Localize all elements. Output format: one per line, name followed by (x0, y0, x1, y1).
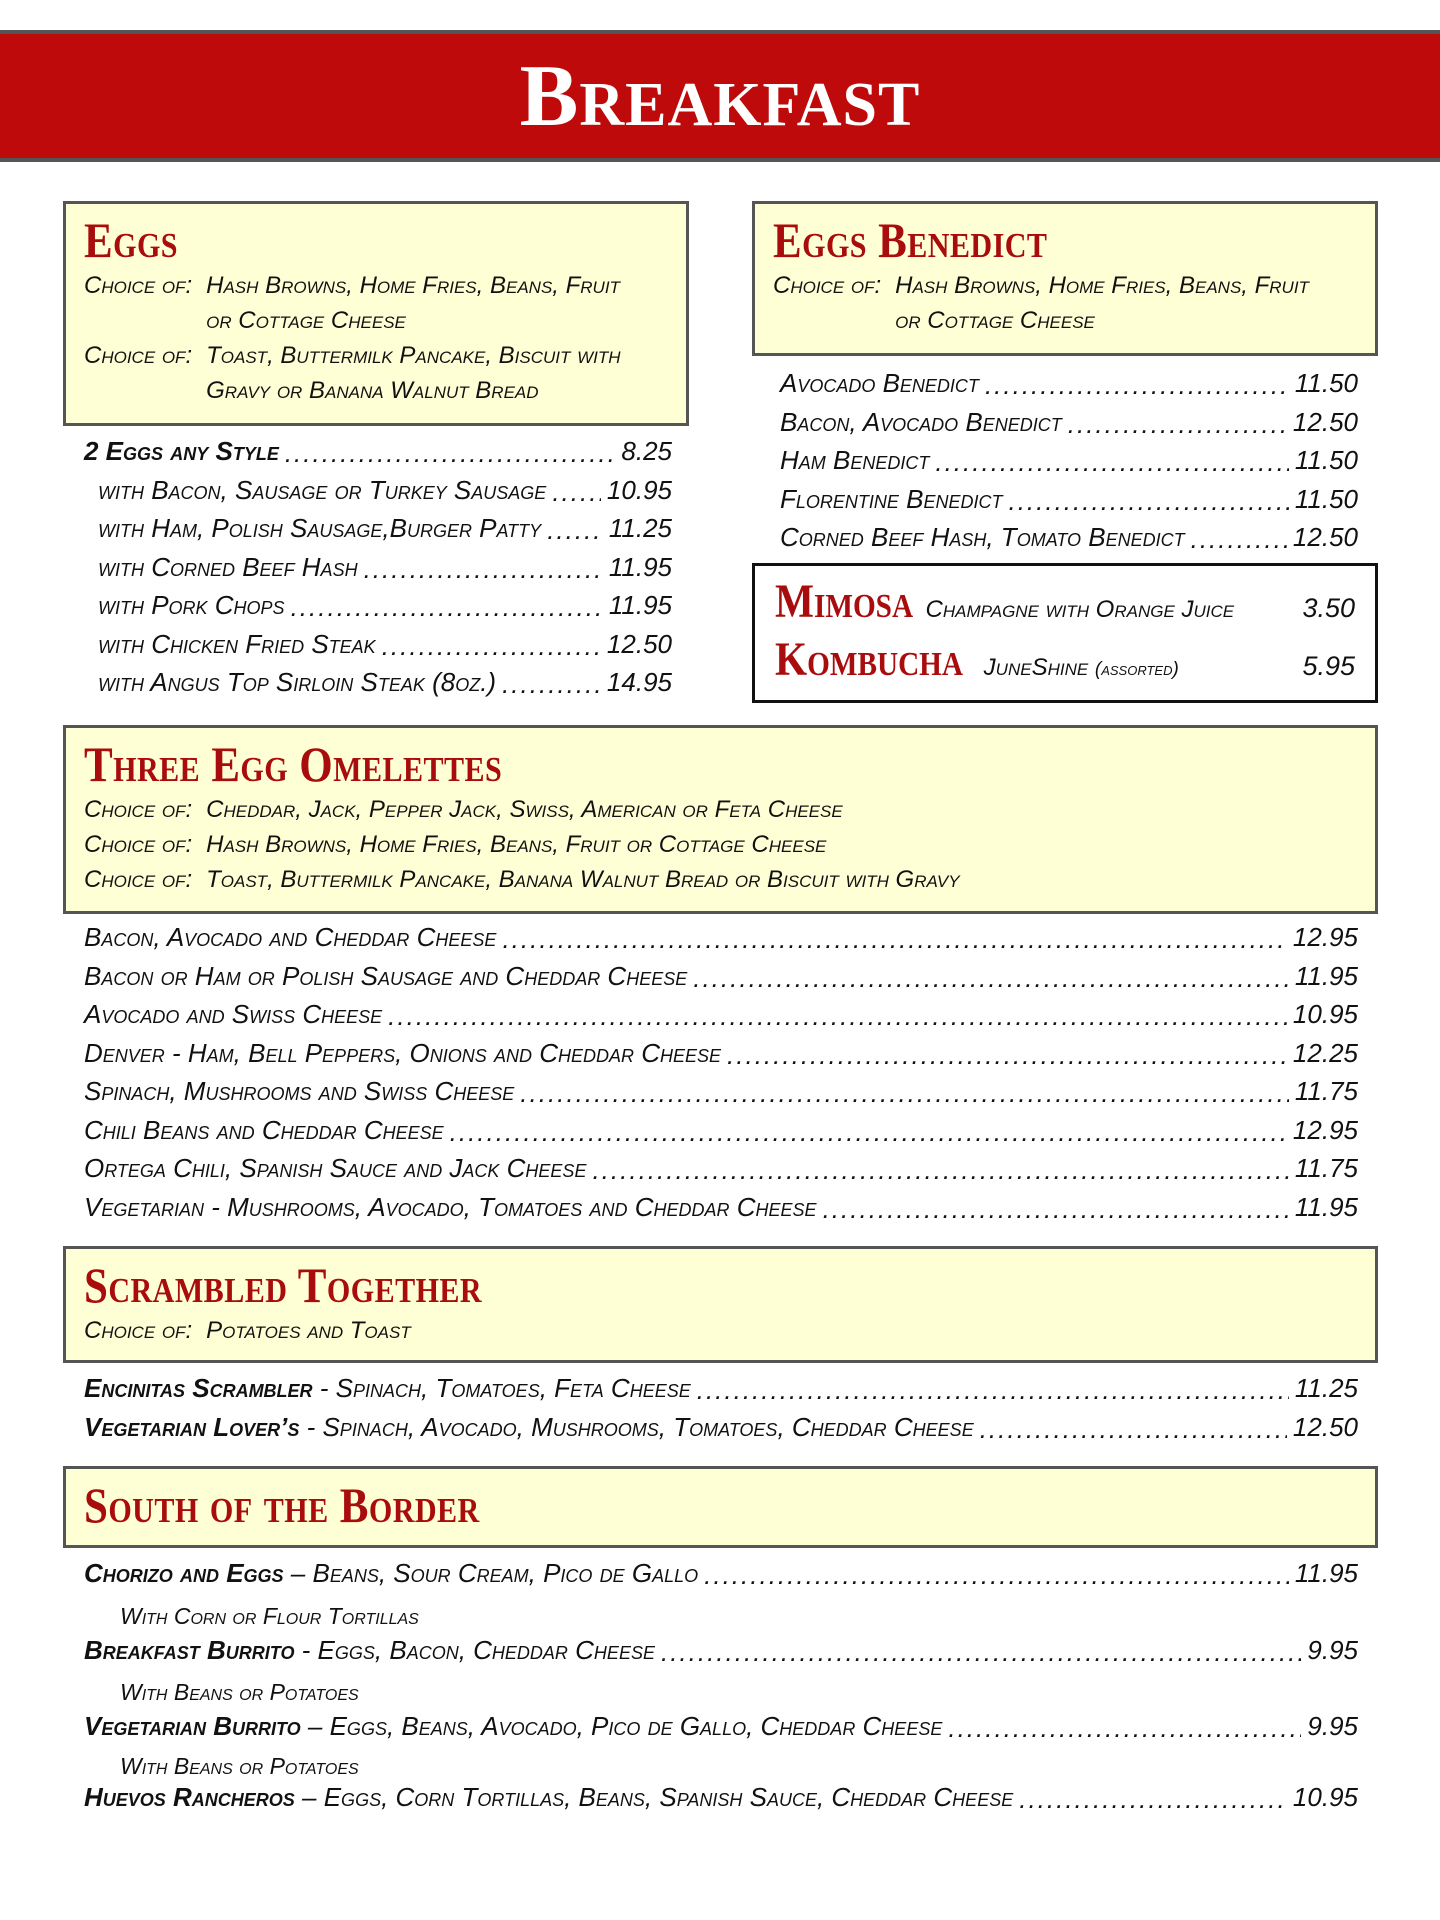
leader-dots (364, 554, 603, 580)
choice-label: Choice of: (84, 1317, 193, 1344)
eggs-item-list (84, 436, 672, 706)
choice-value: Cheddar, Jack, Pepper Jack, Swiss, American or Feta Cheese (206, 796, 843, 823)
leader-dots (661, 1637, 1301, 1663)
scrambled-header-box (63, 1246, 1378, 1363)
item-name: Avocado and Swiss Cheese (84, 999, 383, 1029)
item-price: 11.95 (1294, 960, 1358, 991)
drink-description (984, 654, 1303, 682)
item-name: Bacon, Avocado and Cheddar Cheese (84, 922, 497, 952)
item-name: Encinitas Scrambler (84, 1373, 313, 1403)
menu-banner (0, 30, 1440, 162)
drink-desc-text: JuneShine (983, 654, 1089, 681)
leader-dots (291, 592, 603, 618)
item-title (84, 1412, 974, 1443)
leader-dots (948, 1713, 1301, 1739)
benedict-title: Eggs Benedict (773, 212, 1048, 268)
item-name: Spinach, Mushrooms and Swiss Cheese (84, 1076, 515, 1106)
item-name: Chili Beans and Cheddar Cheese (84, 1114, 444, 1145)
menu-item (84, 922, 1358, 961)
leader-dots (727, 1040, 1287, 1066)
omelettes-choice-2 (84, 827, 1357, 862)
choice-label: Choice of: (84, 272, 193, 299)
leader-dots (1019, 1784, 1287, 1810)
leader-dots (450, 1117, 1287, 1143)
choice-value: Hash Browns, Home Fries, Beans, Fruit or Cottage Cheese (895, 272, 1309, 334)
drink-price: 5.95 (1302, 651, 1355, 681)
item-price: 14.95 (606, 667, 672, 697)
benedict-choice-1 (773, 268, 1357, 338)
drinks-box (752, 563, 1378, 703)
item-title (84, 1635, 655, 1666)
menu-item (84, 1038, 1358, 1077)
omelettes-header-box (63, 725, 1378, 914)
item-price: 12.50 (1292, 522, 1358, 552)
menu-item (84, 1782, 1358, 1821)
benedict-item-list (780, 368, 1358, 561)
menu-item (84, 667, 672, 706)
item-price: 11.95 (1294, 1191, 1358, 1222)
choice-label: Choice of: (84, 796, 193, 823)
item-price: 9.95 (1307, 1634, 1358, 1665)
item-price: 12.95 (1292, 1114, 1358, 1145)
eggs-title: Eggs (84, 212, 178, 268)
menu-item (84, 1076, 1358, 1115)
item-name: with Pork Chops (98, 590, 285, 620)
drink-price: 3.50 (1302, 593, 1355, 623)
item-price: 12.50 (1292, 1411, 1358, 1442)
leader-dots (1008, 486, 1288, 512)
drink-description (926, 596, 1303, 624)
item-name: with Chicken Fried Steak (98, 628, 376, 659)
leader-dots (980, 1414, 1287, 1440)
scrambled-item-list (84, 1373, 1358, 1450)
item-name: Ortega Chili, Spanish Sauce and Jack Cheese (84, 1153, 587, 1183)
item-name: Vegetarian - Mushrooms, Avocado, Tomatoes and Cheddar Cheese (84, 1191, 817, 1222)
choice-value: Hash Browns, Home Fries, Beans, Fruit or Cottage Cheese (206, 272, 620, 334)
choice-value: Hash Browns, Home Fries, Beans, Fruit or Cottage Cheese (206, 831, 827, 858)
item-name: Bacon, Avocado Benedict (780, 406, 1062, 437)
drink-desc-text: Champagne with Orange Juice (925, 596, 1235, 623)
leader-dots (502, 924, 1286, 950)
leader-dots (285, 438, 616, 464)
drink-item (775, 632, 1355, 690)
item-name: Avocado Benedict (780, 368, 979, 398)
item-name: with Bacon, Sausage or Turkey Sausage (98, 474, 547, 505)
item-subtext: With Corn or Flour Tortillas (120, 1602, 419, 1629)
menu-item (84, 1373, 1358, 1412)
leader-dots (547, 515, 603, 541)
item-price: 9.95 (1307, 1711, 1358, 1741)
item-price: 11.50 (1294, 445, 1358, 475)
menu-item (84, 1115, 1358, 1154)
omelettes-choice-1 (84, 792, 1357, 827)
drink-note: (assorted) (1094, 659, 1179, 680)
item-price: 11.95 (1294, 1558, 1358, 1588)
item-description: - Spinach, Avocado, Mushrooms, Tomatoes, Cheddar Cheese (299, 1411, 974, 1442)
item-price: 10.95 (1292, 999, 1358, 1029)
benedict-header-box (752, 201, 1378, 356)
menu-item (84, 629, 672, 668)
item-name: Ham Benedict (780, 445, 930, 475)
leader-dots (823, 1194, 1289, 1220)
leader-dots (1068, 409, 1287, 435)
menu-item (84, 1192, 1358, 1231)
item-price: 10.95 (606, 474, 672, 505)
item-price: 12.50 (606, 628, 672, 659)
drink-item (775, 574, 1355, 632)
menu-item (84, 1635, 1358, 1674)
leader-dots (502, 669, 601, 695)
menu-item (780, 522, 1358, 561)
menu-item (84, 1153, 1358, 1192)
item-price: 11.50 (1294, 483, 1358, 514)
leader-dots (704, 1560, 1289, 1586)
item-price: 8.25 (621, 436, 672, 466)
choice-label: Choice of: (84, 342, 193, 369)
item-name: 2 Eggs any Style (84, 436, 279, 466)
item-price: 11.95 (608, 551, 672, 582)
item-name: Corned Beef Hash, Tomato Benedict (780, 522, 1185, 552)
item-description: – Eggs, Beans, Avocado, Pico de Gallo, Cheddar Cheese (300, 1711, 943, 1741)
item-name: Denver - Ham, Bell Peppers, Onions and Cheddar Cheese (84, 1037, 722, 1068)
menu-item (84, 999, 1358, 1038)
menu-item (84, 1558, 1358, 1597)
leader-dots (985, 370, 1289, 396)
item-subtext: With Beans or Potatoes (120, 1752, 359, 1779)
item-name: Huevos Rancheros (84, 1781, 295, 1812)
menu-item (84, 1412, 1358, 1451)
choice-value: Toast, Buttermilk Pancake, Biscuit with Gravy or Banana Walnut Bread (206, 342, 621, 404)
scrambled-title: Scrambled Together (84, 1257, 483, 1313)
item-price: 10.95 (1292, 1781, 1358, 1812)
south-header-box (63, 1466, 1378, 1548)
item-price: 11.50 (1294, 368, 1358, 398)
item-subtext: With Beans or Potatoes (120, 1679, 359, 1705)
menu-item (84, 1711, 1358, 1750)
eggs-choice-1 (84, 268, 668, 338)
menu-item (84, 590, 672, 629)
item-name: with Angus Top Sirloin Steak (8oz.) (98, 667, 497, 697)
item-description: – Eggs, Corn Tortillas, Beans, Spanish Sauce, Cheddar Cheese (294, 1781, 1014, 1812)
item-price: 11.95 (608, 590, 672, 620)
menu-item (780, 407, 1358, 446)
item-description: - Spinach, Tomatoes, Feta Cheese (312, 1373, 691, 1403)
page-title: Breakfast (519, 47, 921, 145)
choice-value: Potatoes and Toast (206, 1317, 411, 1344)
choice-value: Toast, Buttermilk Pancake, Banana Walnut Bread or Biscuit with Gravy (206, 866, 960, 893)
south-title: South of the Border (84, 1477, 480, 1533)
leader-dots (693, 963, 1289, 989)
item-name: Chorizo and Eggs (84, 1558, 284, 1588)
item-price: 11.25 (1294, 1373, 1358, 1403)
drink-name: Mimosa (775, 575, 914, 628)
item-price: 12.25 (1292, 1037, 1358, 1068)
item-price: 11.75 (1294, 1076, 1358, 1106)
menu-item (84, 436, 672, 475)
drink-name: Kombucha (775, 633, 964, 686)
leader-dots (520, 1078, 1289, 1104)
item-title (84, 1711, 942, 1742)
leader-dots (935, 447, 1289, 473)
menu-item (84, 552, 672, 591)
item-description: - Eggs, Bacon, Cheddar Cheese (294, 1634, 655, 1665)
item-title (84, 1782, 1013, 1813)
item-title (84, 1558, 698, 1589)
item-name: Vegetarian Burrito (84, 1711, 301, 1741)
omelettes-title: Three Egg Omelettes (84, 736, 503, 792)
menu-item (84, 961, 1358, 1000)
item-name: Vegetarian Lover’s (84, 1411, 300, 1442)
item-name: with Ham, Polish Sausage,Burger Patty (98, 513, 542, 543)
item-price: 11.25 (608, 513, 672, 543)
leader-dots (552, 477, 601, 503)
item-name: Breakfast Burrito (84, 1634, 295, 1665)
south-item-list (84, 1558, 1358, 1820)
menu-item (84, 475, 672, 514)
choice-label: Choice of: (773, 272, 882, 299)
item-description: – Beans, Sour Cream, Pico de Gallo (283, 1558, 699, 1588)
menu-item (84, 513, 672, 552)
item-title (84, 1373, 691, 1404)
scrambled-choice (84, 1313, 1357, 1348)
choice-label: Choice of: (84, 866, 193, 893)
eggs-header-box (63, 201, 689, 426)
item-price: 12.50 (1292, 406, 1358, 437)
leader-dots (697, 1375, 1289, 1401)
omelettes-item-list (84, 922, 1358, 1230)
choice-label: Choice of: (84, 831, 193, 858)
menu-item (780, 368, 1358, 407)
eggs-choice-2 (84, 338, 668, 408)
leader-dots (592, 1155, 1288, 1181)
omelettes-choice-3 (84, 862, 1357, 897)
item-price: 12.95 (1292, 922, 1358, 952)
item-name: Bacon or Ham or Polish Sausage and Cheddar Cheese (84, 960, 688, 991)
leader-dots (382, 631, 601, 657)
leader-dots (1191, 524, 1287, 550)
item-name: with Corned Beef Hash (98, 551, 358, 582)
menu-item (780, 445, 1358, 484)
item-price: 11.75 (1294, 1153, 1358, 1183)
leader-dots (388, 1001, 1287, 1027)
menu-item (780, 484, 1358, 523)
item-name: Florentine Benedict (780, 483, 1003, 514)
